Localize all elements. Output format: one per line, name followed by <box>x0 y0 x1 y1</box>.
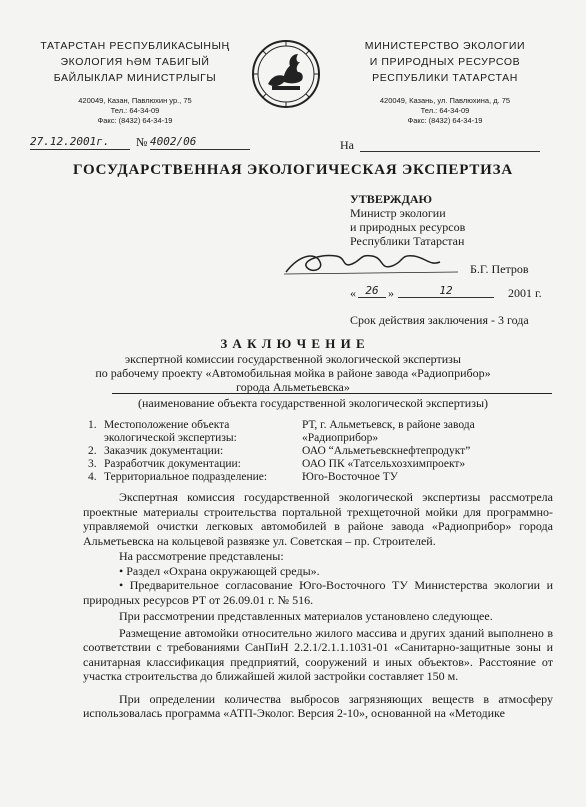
approval-signer: Б.Г. Петров <box>470 262 529 276</box>
approval-line: Республики Татарстан <box>350 234 465 248</box>
req-key: Разработчик документации: <box>104 458 241 470</box>
body-bullet: • Предварительное согласование Юго-Восточного ТУ Министерства экологии и природных ресурсов РТ от 26.09.01 г. № 516. <box>83 578 553 607</box>
req-key: Заказчик документации: <box>104 445 224 457</box>
approval-date-close: » <box>388 286 394 300</box>
req-value: Юго-Восточное ТУ <box>302 471 398 483</box>
tatarstan-emblem-icon <box>250 38 322 110</box>
header-left-address: 420049, Казан, Павлюхин ур., 75 <box>78 96 192 105</box>
req-number <box>88 432 104 445</box>
signature-icon <box>280 248 470 280</box>
conclusion-line: по рабочему проекту «Автомобильная мойка в районе завода «Радиоприбор» <box>95 366 491 380</box>
header-right-line: МИНИСТЕРСТВО ЭКОЛОГИИ <box>364 40 526 52</box>
approval-date-open: « <box>350 286 356 300</box>
conclusion-title: З А К Л Ю Ч Е Н И Е <box>220 336 366 351</box>
approval-day: 26 <box>358 284 386 298</box>
ref-number: 4002/06 <box>150 135 250 150</box>
conclusion-caption: (наименование объекта государственной экологической экспертизы) <box>138 396 488 410</box>
list-item <box>88 432 528 445</box>
header-left-line: ЭКОЛОГИЯ ҺӘМ ТАБИГЫЙ <box>60 56 210 68</box>
approval-head: УТВЕРЖДАЮ <box>350 192 433 206</box>
body-paragraph: На рассмотрение представлены: <box>119 549 284 563</box>
list-item <box>88 458 528 471</box>
approval-year: 2001 г. <box>508 286 542 300</box>
list-item <box>88 445 528 458</box>
req-value: «Радиоприбор» <box>302 432 379 444</box>
body-paragraph: При рассмотрении представленных материалов установлено следующее. <box>119 609 493 623</box>
req-key: Местоположение объекта <box>104 419 230 431</box>
req-number: 2. <box>88 445 97 457</box>
requisites-list <box>88 419 528 484</box>
body-bullet: • Раздел «Охрана окружающей среды». <box>119 563 320 578</box>
req-number: 3. <box>88 458 97 470</box>
validity-note: Срок действия заключения - 3 года <box>350 313 529 327</box>
header-right <box>335 38 555 126</box>
header-left-phone: Тел.: 64-34-09 <box>110 106 160 115</box>
approval-line: Министр экологии <box>350 206 446 220</box>
approval-block <box>350 192 560 248</box>
header-right-fax: Факс: (8432) 64-34-19 <box>407 116 483 125</box>
header-left-fax: Факс: (8432) 64-34-19 <box>97 116 173 125</box>
approval-line: и природных ресурсов <box>350 220 466 234</box>
ref-date: 27.12.2001г. <box>30 135 130 150</box>
doc-title: ГОСУДАРСТВЕННАЯ ЭКОЛОГИЧЕСКАЯ ЭКСПЕРТИЗА <box>73 162 513 178</box>
body-paragraph: Размещение автомойки относительно жилого массива и других зданий выполнено в соответствии с требованиями СанПиН 2.2.1/2.1.1.1031-01 «Санитарно-защитные зоны и санитарная классификация предприятий, сооружений и иных объектов». Расстояние от участка строительства до ближайшей жилой застройки составляет 150 м. <box>83 625 553 683</box>
list-item <box>88 419 528 432</box>
ref-no-label: № <box>136 135 148 149</box>
header-right-line: И ПРИРОДНЫХ РЕСУРСОВ <box>369 56 521 68</box>
ref-on-field <box>360 138 540 152</box>
req-key: Территориальное подразделение: <box>104 471 268 483</box>
header-left-line: БАЙЛЫКЛАР МИНИСТРЛЫГЫ <box>53 72 217 84</box>
header-right-line: РЕСПУБЛИКИ ТАТАРСТАН <box>372 72 518 84</box>
header-right-address: 420049, Казань, ул. Павлюхина, д. 75 <box>379 96 511 105</box>
header-left <box>30 38 240 126</box>
conclusion-divider <box>112 393 552 394</box>
req-value: РТ, г. Альметьевск, в районе завода <box>302 419 475 431</box>
req-number: 4. <box>88 471 97 483</box>
req-value: ОАО “Альметьевскнефтепродукт” <box>302 445 471 457</box>
body-paragraph: Экспертная комиссия государственной экологической экспертизы рассмотрела проектные материалы строительства портальной трехщеточной мойки для программно-управляемой очистки легковых автомобилей в районе завода «Радиоприбор» города Альметьевска на кольцевой развязке ул. Советская – пр. Строителей. <box>83 490 553 548</box>
approval-month: 12 <box>398 284 494 298</box>
ref-on-label: На <box>340 138 354 152</box>
req-key: экологической экспертизы: <box>104 432 237 444</box>
body-text <box>83 490 553 721</box>
list-item <box>88 471 528 484</box>
conclusion-line: города Альметьевска» <box>236 380 350 394</box>
header-left-line: ТАТАРСТАН РЕСПУБЛИКАСЫНЫҢ <box>40 40 230 52</box>
req-value: ОАО ПК «Татсельхозхимпроект» <box>302 458 466 470</box>
conclusion-line: экспертной комиссии государственной экологической экспертизы <box>125 352 461 366</box>
header-right-phone: Тел.: 64-34-09 <box>420 106 470 115</box>
req-number: 1. <box>88 419 97 431</box>
conclusion-heading <box>0 336 586 394</box>
body-paragraph: При определении количества выбросов загрязняющих веществ в атмосферу использовалась программа «АТП-Эколог. Версия 2-10», основанной на «Методике <box>83 691 553 720</box>
